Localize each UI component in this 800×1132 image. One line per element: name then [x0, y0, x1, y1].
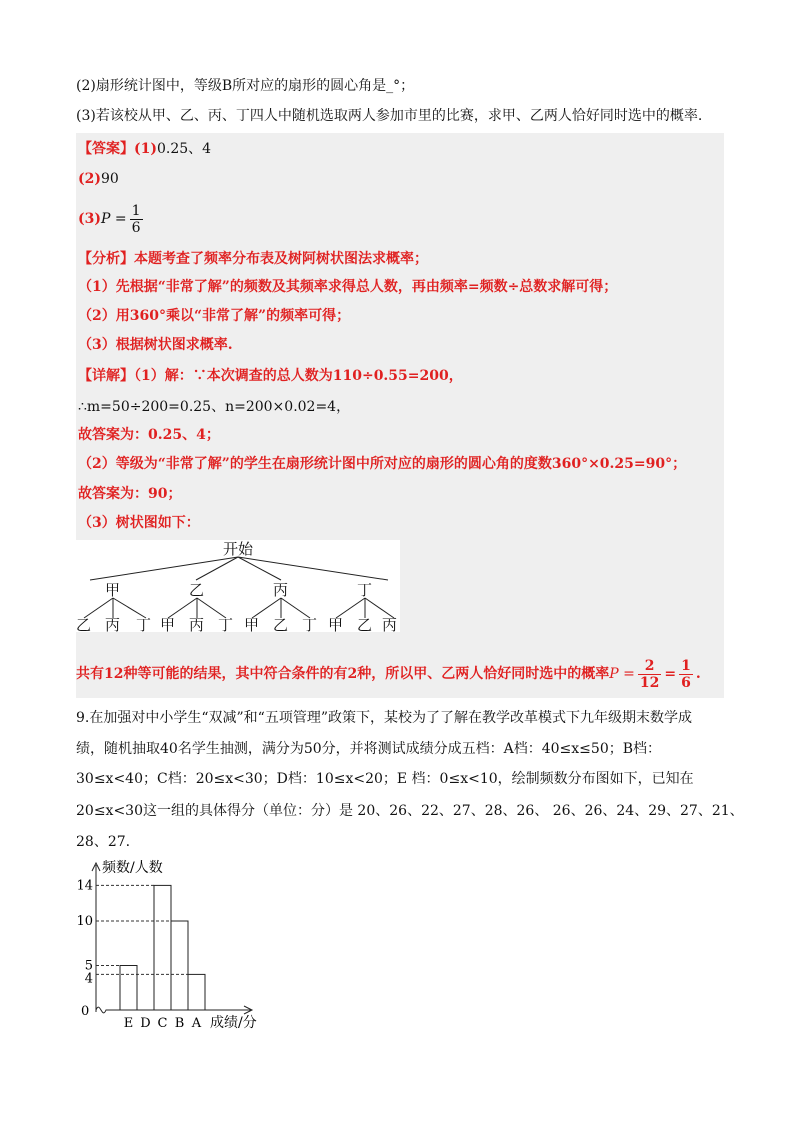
fraction-denominator: 12	[639, 674, 660, 691]
q9-line-2: 绩，随机抽取40名学生抽测，满分为50分，并将测试成绩分成五档：A档：40≤x≤50；B档：	[76, 741, 662, 757]
conclusion-equals: =	[664, 666, 677, 682]
analysis-point-3: （3）根据树状图求概率.	[78, 337, 233, 353]
detail-head: 【详解】（1）解：∵本次调查的总人数为110÷0.55=200，	[78, 368, 463, 384]
x-tick-label: C	[157, 1016, 168, 1031]
fraction-numerator: 1	[681, 657, 691, 674]
tree-leaf: 乙	[76, 616, 92, 634]
tree-leaf: 丁	[136, 616, 152, 634]
x-tick-label: E	[123, 1016, 134, 1031]
fraction-numerator: 1	[131, 202, 141, 219]
x-tick-label: A	[191, 1016, 202, 1031]
conclusion-fraction-1	[638, 658, 661, 691]
q9-line-4: 20≤x<30这一组的具体得分（单位：分）是 20、26、22、27、28、26、 26、26、24、29、27、21、	[76, 803, 744, 819]
answer-3-fraction	[130, 203, 143, 236]
histogram-bar-C	[154, 885, 171, 1010]
y-axis-label: 频数/人数	[102, 860, 163, 876]
answer-2-value: 90	[101, 171, 119, 187]
conclusion-var: P =	[609, 666, 635, 682]
answer-3-var: P =	[101, 211, 127, 227]
x-tick-label: D	[140, 1016, 151, 1031]
answer-line-1	[78, 138, 211, 160]
histogram-bar-A	[188, 974, 205, 1010]
answer-2-prefix: (2)	[78, 171, 101, 187]
answer-1-prefix: (1)	[134, 141, 157, 157]
detail-line-6: （3）树状图如下：	[78, 515, 200, 531]
x-axis-label: 成绩/分	[210, 1015, 257, 1031]
tree-level1-node: 丁	[357, 581, 373, 599]
answer-label: 【答案】	[78, 141, 134, 157]
tree-leaf: 乙	[273, 616, 289, 634]
detail-line-3: 故答案为：0.25、4；	[78, 427, 220, 443]
conclusion	[76, 657, 701, 691]
fraction-denominator: 6	[681, 674, 691, 691]
q9-line-1: 9.在加强对中小学生“双减”和“五项管理”政策下，某校为了了解在教学改革模式下九年级期末数学成	[76, 710, 692, 726]
question-part-3: (3)若该校从甲、乙、丙、丁四人中随机选取两人参加市里的比赛，求甲、乙两人恰好同时选中的概率.	[76, 108, 703, 124]
tree-level1-node: 乙	[189, 581, 205, 599]
detail-line-5: 故答案为：90；	[78, 486, 182, 502]
detail-line-2: ∴m=50÷200=0.25、n=200×0.02=4，	[78, 399, 351, 415]
answer-3-prefix: (3)	[78, 211, 101, 227]
axis-break	[96, 1007, 110, 1013]
histogram-bar-B	[171, 921, 188, 1010]
origin-label: 0	[81, 1004, 90, 1019]
conclusion-fraction-2	[679, 658, 693, 691]
frequency-histogram	[76, 855, 286, 1035]
fraction-denominator: 6	[131, 219, 141, 236]
tree-leaf: 丙	[189, 616, 205, 634]
q9-line-5: 28、27.	[76, 834, 131, 850]
y-tick-label: 4	[84, 971, 93, 987]
x-tick-label: B	[174, 1016, 185, 1031]
detail-line-4: （2）等级为“非常了解”的学生在扇形统计图中所对应的扇形的圆心角的度数360°×0.25=90°；	[78, 456, 687, 472]
tree-leaf: 甲	[328, 616, 344, 634]
tree-leaf: 丁	[302, 616, 318, 634]
tree-level1-node: 丙	[273, 581, 289, 599]
answer-1-value: 0.25、4	[157, 141, 212, 157]
question-part-2: (2)扇形统计图中，等级B所对应的扇形的圆心角是_°；	[76, 78, 415, 94]
answer-line-3	[78, 202, 146, 236]
tree-root: 开始	[223, 540, 254, 558]
conclusion-text: 共有12种等可能的结果，其中符合条件的有2种，所以甲、乙两人恰好同时选中的概率	[76, 666, 610, 682]
histogram-bar-E	[120, 966, 137, 1011]
fraction-numerator: 2	[638, 658, 661, 675]
conclusion-end: .	[695, 666, 701, 682]
analysis-point-1: （1）先根据“非常了解”的频数及其频率求得总人数，再由频率=频数÷总数求解可得；	[78, 279, 618, 295]
analysis-point-2: （2）用360°乘以“非常了解”的频率可得；	[78, 308, 351, 324]
tree-leaf: 甲	[160, 616, 176, 634]
tree-leaf: 丙	[382, 616, 398, 634]
q9-line-3: 30≤x<40；C档：20≤x<30；D档：10≤x<20；E 档：0≤x<10，绘制频数分布图如下，已知在	[76, 771, 694, 787]
tree-level1-node: 甲	[105, 581, 121, 599]
tree-diagram	[76, 540, 400, 632]
tree-leaf: 丙	[105, 616, 121, 634]
tree-leaf: 乙	[357, 616, 373, 634]
answer-line-2	[78, 168, 119, 190]
analysis-head: 【分析】本题考查了频率分布表及树阿树状图法求概率；	[78, 251, 428, 267]
y-tick-label: 5	[84, 958, 93, 974]
tree-leaf: 丁	[218, 616, 234, 634]
tree-leaf: 甲	[244, 616, 260, 634]
y-tick-label: 10	[76, 914, 93, 929]
y-tick-label: 14	[76, 878, 93, 894]
